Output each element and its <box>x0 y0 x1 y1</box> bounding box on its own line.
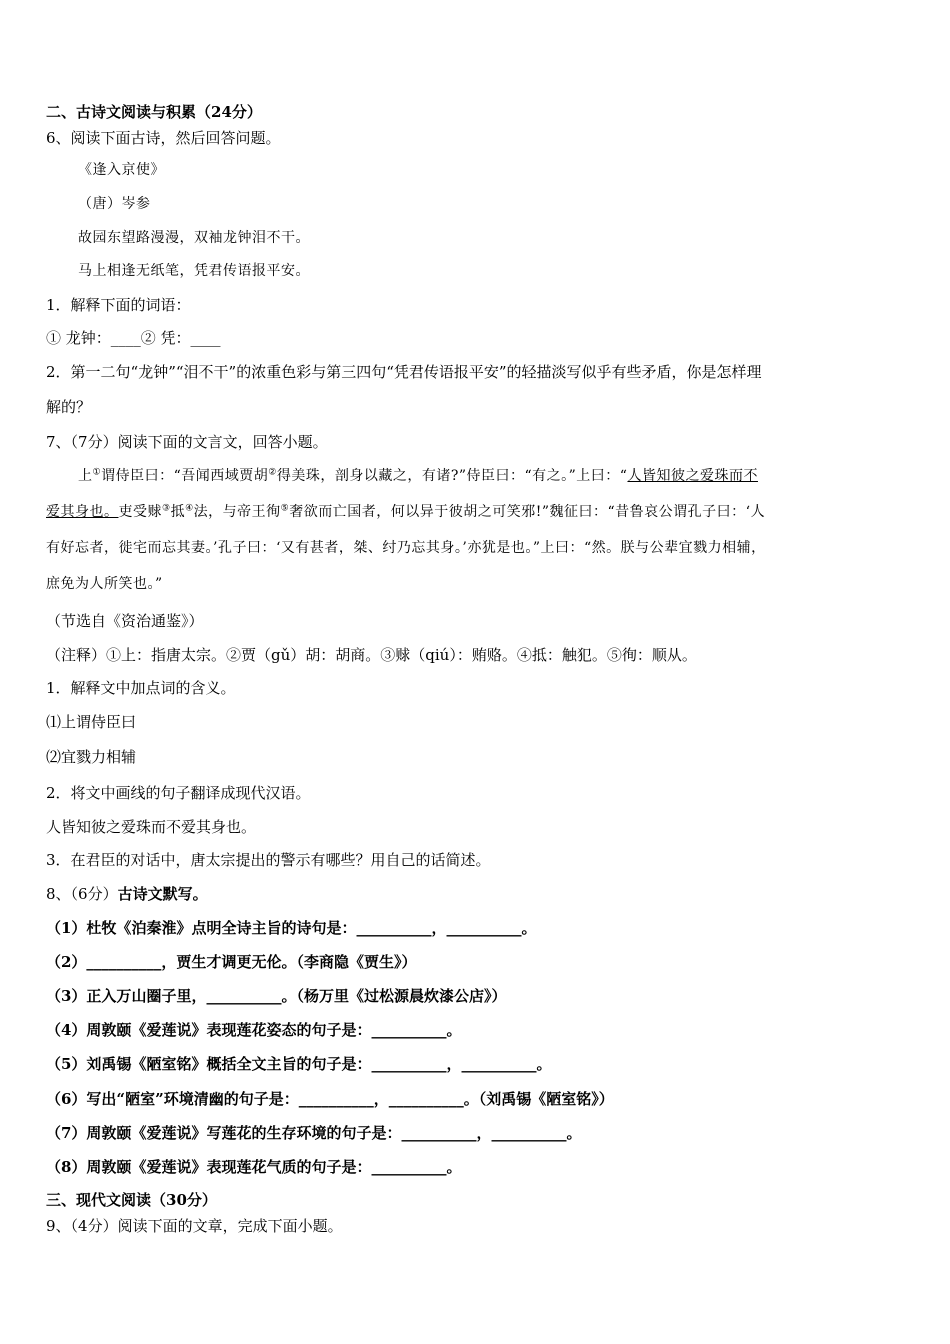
classical-text-line-1: 上①谓侍臣曰：“吾闻西域贾胡②得美珠，剖身以藏之，有诸?”侍臣曰：“有之。”上曰：“人皆知彼之爱珠而不 <box>78 467 758 484</box>
poem-author: （唐）岑参 <box>78 196 151 212</box>
q8-item-2: （2）__________，贾生才调更无伦。（李商隐《贾生》） <box>46 953 417 971</box>
poem-line-2: 马上相逢无纸笔，凭君传语报平安。 <box>78 263 310 279</box>
text-notes: （注释）①上：指唐太宗。②贾（gǔ）胡：胡商。③赇（qiú）：贿赂。④抵：触犯。⑤徇：顺从。 <box>46 646 697 664</box>
footnote-3-marker: ③ <box>162 503 171 514</box>
q8-item-7: （7）周敦颐《爱莲说》写莲花的生存环境的句子是：__________，__________。 <box>46 1124 582 1142</box>
q8-item-8: （8）周敦颐《爱莲说》表现莲花气质的句子是：__________。 <box>46 1158 462 1176</box>
section-2-heading: 二、古诗文阅读与积累（24分） <box>46 103 262 121</box>
footnote-2-marker: ② <box>268 467 277 478</box>
q8-item-3: （3）正入万山圈子里，__________。（杨万里《过松源晨炊漆公店》） <box>46 987 507 1005</box>
underlined-sentence-part-2: 爱其身也。 <box>46 504 119 520</box>
classical-text-line-3: 有好忘者，徙宅而忘其妻。’孔子曰：‘又有甚者，桀、纣乃忘其身。’亦犹是也。”上曰：“然。朕与公辈宜戮力相辅， <box>46 540 766 556</box>
q6-sub1-items: ① 龙钟：____② 凭：____ <box>46 329 221 347</box>
footnote-5-marker: ⑤ <box>280 503 290 514</box>
footnote-4-marker: ④ <box>185 503 194 514</box>
poem-line-1: 故园东望路漫漫，双袖龙钟泪不干。 <box>78 230 310 246</box>
poem-title: 《逢入京使》 <box>78 162 165 178</box>
section-3-heading: 三、现代文阅读（30分） <box>46 1191 217 1209</box>
q7-sub3: 3．在君臣的对话中，唐太宗提出的警示有哪些？用自己的话简述。 <box>46 851 491 869</box>
q7-sub1-a: ⑴上谓侍臣曰 <box>46 713 137 731</box>
q6-sub2-line2: 解的？ <box>46 398 92 416</box>
q6-sub2-line1: 2．第一二句“龙钟”“泪不干”的浓重色彩与第三四句“凭君传语报平安”的轻描淡写似乎有些矛盾，你是怎样理 <box>46 363 762 381</box>
underlined-sentence-part-1: 人皆知彼之爱珠而不 <box>627 468 758 484</box>
q7-sub1: 1．解释文中加点词的含义。 <box>46 679 236 697</box>
q9-stem: 9、（4分）阅读下面的文章，完成下面小题。 <box>46 1217 343 1235</box>
q6-stem: 6、阅读下面古诗，然后回答问题。 <box>46 129 281 147</box>
q7-sub2-sentence: 人皆知彼之爱珠而不爱其身也。 <box>46 818 257 836</box>
q8-item-6: （6）写出“陋室”环境清幽的句子是：__________，__________。（刘禹锡《陋室铭》） <box>46 1090 614 1108</box>
q8-item-1: （1）杜牧《泊秦淮》点明全诗主旨的诗句是：__________，__________。 <box>46 919 537 937</box>
classical-text-line-4: 庶免为人所笑也。” <box>46 576 163 592</box>
q8-item-5: （5）刘禹锡《陋室铭》概括全文主旨的句子是：__________，__________。 <box>46 1055 552 1073</box>
q8-stem: 8、（6分）古诗文默写。 <box>46 885 208 903</box>
q8-item-4: （4）周敦颐《爱莲说》表现莲花姿态的句子是：__________。 <box>46 1021 462 1039</box>
q6-sub1: 1．解释下面的词语： <box>46 296 191 314</box>
classical-text-line-2: 爱其身也。吏受赇③抵④法，与帝王徇⑤奢欲而亡国者，何以异于彼胡之可笑邪!”魏征曰：“昔鲁哀公谓孔子曰：‘人 <box>46 503 766 520</box>
q7-sub1-b: ⑵宜戮力相辅 <box>46 748 137 766</box>
text-source: （节选自《资治通鉴》） <box>46 612 204 630</box>
q7-sub2: 2．将文中画线的句子翻译成现代汉语。 <box>46 784 311 802</box>
q7-stem: 7、（7分）阅读下面的文言文，回答小题。 <box>46 433 328 451</box>
footnote-1-marker: ① <box>92 467 102 478</box>
